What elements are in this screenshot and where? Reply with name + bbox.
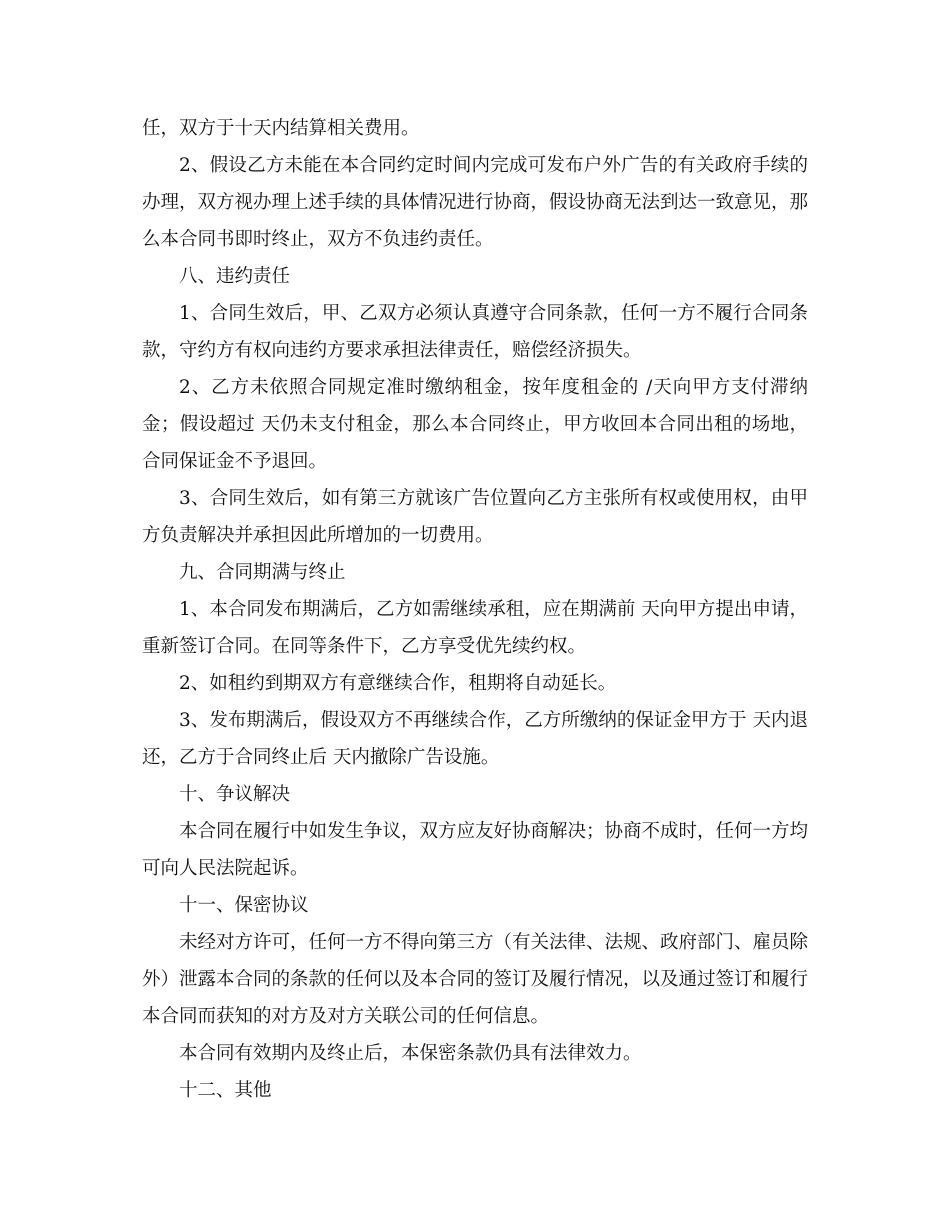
section-heading-dispute: 十、争议解决 [179, 784, 291, 805]
paragraph-confidentiality-2: 本合同有效期内及终止后，本保密条款仍具有法律效力。 [179, 1043, 642, 1064]
paragraph-expiry-3: 3、发布期满后，假设双方不再继续合作，乙方所缴纳的保证金甲方于 天内退还，乙方于合同终止后 天内撤除广告设施。 [142, 710, 808, 768]
paragraph-breach-1: 1、合同生效后，甲、乙双方必须认真遵守合同条款，任何一方不履行合同条款，守约方有权向违约方要求承担法律责任，赔偿经济损失。 [142, 303, 808, 361]
section-heading-expiry: 九、合同期满与终止 [179, 562, 346, 583]
section-heading-other: 十二、其他 [179, 1080, 272, 1101]
paragraph-dispute: 本合同在履行中如发生争议，双方应友好协商解决；协商不成时，任何一方均可向人民法院起诉。 [142, 821, 809, 879]
document-body [142, 110, 808, 1109]
paragraph-continuation: 任，双方于十天内结算相关费用。 [142, 118, 420, 139]
section-heading-breach: 八、违约责任 [179, 266, 291, 287]
paragraph-clause-2-permits: 2、假设乙方未能在本合同约定时间内完成可发布户外广告的有关政府手续的办理，双方视办理上述手续的具体情况进行协商，假设协商无法到达一致意见，那么本合同书即时终止，双方不负违约责任。 [142, 155, 809, 250]
paragraph-expiry-2: 2、如租约到期双方有意继续合作，租期将自动延长。 [179, 673, 617, 694]
paragraph-expiry-1: 1、本合同发布期满后，乙方如需继续承租，应在期满前 天向甲方提出申请，重新签订合同。在同等条件下，乙方享受优先续约权。 [142, 599, 808, 657]
paragraph-breach-2: 2、乙方未依照合同规定准时缴纳租金，按年度租金的 /天向甲方支付滞纳金；假设超过 天仍未支付租金，那么本合同终止，甲方收回本合同出租的场地，合同保证金不予退回。 [142, 377, 808, 472]
paragraph-breach-3: 3、合同生效后，如有第三方就该广告位置向乙方主张所有权或使用权，由甲方负责解决并承担因此所增加的一切费用。 [142, 488, 808, 546]
section-heading-confidentiality: 十一、保密协议 [179, 895, 309, 916]
paragraph-confidentiality-1: 未经对方许可，任何一方不得向第三方（有关法律、法规、政府部门、雇员除外）泄露本合同的条款的任何以及本合同的签订及履行情况，以及通过签订和履行本合同而获知的对方及对方关联公司的任何信息。 [142, 932, 809, 1027]
